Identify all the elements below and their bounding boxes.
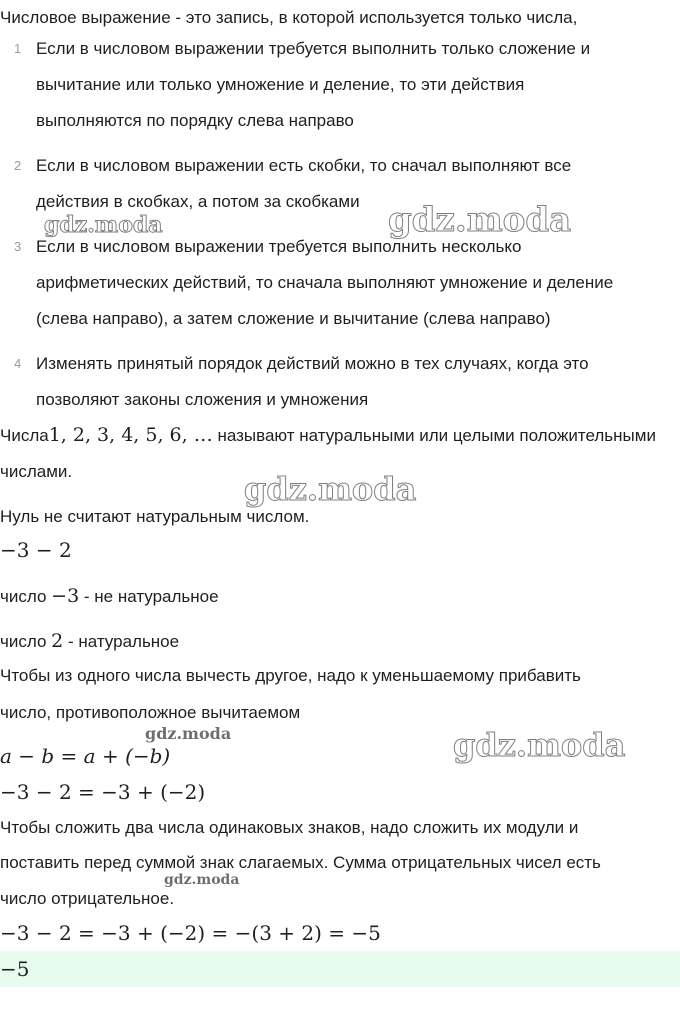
rule-number: 4	[14, 356, 22, 371]
rule-line: выполняются по порядку слева направо	[36, 111, 354, 130]
watermark: gdz.moda	[164, 872, 240, 888]
rule-number: 2	[14, 158, 22, 173]
watermark: gdz.moda	[244, 470, 417, 508]
rule-line: Если в числовом выражении требуется выполнить только сложение и	[36, 39, 591, 58]
watermark: gdz.moda	[44, 212, 163, 238]
naturals-prefix: Числа	[0, 426, 49, 445]
claim-suffix: - натуральное	[63, 632, 180, 651]
rule-line: арифметических действий, то сначала выполняют умножение и деление	[36, 273, 614, 292]
formula-result: −3 − 2 = −3 + (−2) = −(3 + 2) = −5	[0, 921, 381, 945]
watermark: gdz.moda	[453, 726, 626, 764]
formula-applied: −3 − 2 = −3 + (−2)	[0, 780, 206, 804]
claim-prefix: число	[0, 632, 52, 651]
claim-value: 2	[51, 630, 64, 652]
rule-line: позволяют законы сложения и умножения	[36, 390, 369, 409]
claim-prefix: число	[0, 587, 52, 606]
rule-line: вычитание или только умножение и деление, то эти действия	[36, 75, 525, 94]
watermark: gdz.moda	[145, 724, 232, 743]
rule-line: Изменять принятый порядок действий можно в тех случаях, когда это	[36, 354, 589, 373]
rule-number: 1	[14, 41, 22, 56]
naturals-sequence: 1, 2, 3, 4, 5, 6, …	[48, 424, 213, 446]
expression: −3 − 2	[0, 538, 72, 562]
subtraction-rule-line: число, противоположное вычитаемом	[0, 703, 301, 722]
claim-value: −3	[51, 585, 80, 607]
addition-rule-line: поставить перед суммой знак слагаемых. Сумма отрицательных чисел есть	[0, 853, 601, 872]
formula-general: a − b = a + (−b)	[0, 744, 171, 768]
naturals-suffix: называют натуральными или целыми положительными	[212, 426, 656, 445]
claim-suffix: - не натуральное	[79, 587, 219, 606]
answer-box	[0, 951, 680, 987]
watermark: gdz.moda	[388, 200, 572, 240]
rule-line: (слева направо), а затем сложение и вычитание (слева направо)	[36, 309, 551, 328]
answer-value: −5	[0, 957, 30, 981]
subtraction-rule-line: Чтобы из одного числа вычесть другое, надо к уменьшаемому прибавить	[0, 666, 581, 685]
addition-rule-line: Чтобы сложить два числа одинаковых знаков, надо сложить их модули и	[0, 818, 579, 837]
naturals-paragraph	[0, 424, 656, 447]
addition-rule-line: число отрицательное.	[0, 889, 175, 908]
claim-natural	[0, 630, 179, 653]
zero-note: Нуль не считают натуральным числом.	[0, 507, 310, 526]
rule-line: действия в скобках, а потом за скобками	[36, 192, 360, 211]
naturals-line2: числами.	[0, 462, 73, 481]
claim-not-natural	[0, 585, 219, 608]
rule-line: Если в числовом выражении есть скобки, то сначал выполняют все	[36, 156, 572, 175]
intro-text: Числовое выражение - это запись, в которой используется только числа,	[0, 8, 578, 27]
rule-number: 3	[14, 239, 22, 254]
rule-line: Если в числовом выражении требуется выполнить несколько	[36, 237, 522, 256]
